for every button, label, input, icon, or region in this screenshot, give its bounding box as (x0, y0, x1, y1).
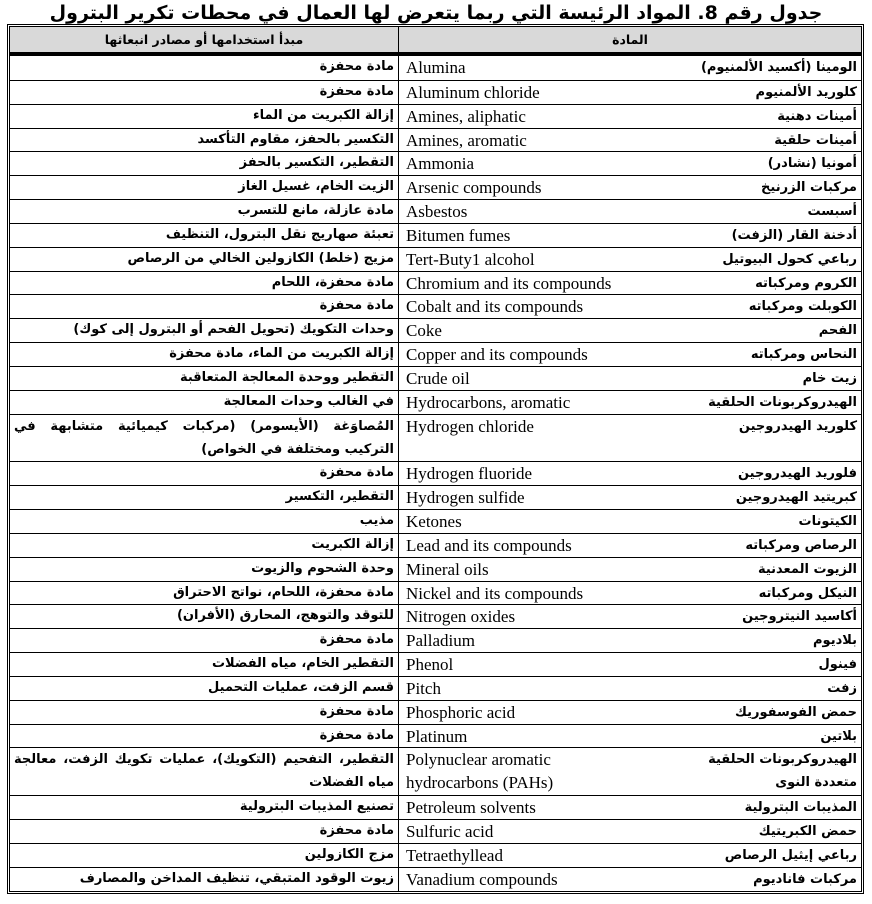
substance-arabic: أمينات دهنية (777, 108, 857, 124)
substance-english: Hydrogen fluoride (406, 464, 533, 484)
use-cell: التقطير، التفحيم (التكويك)، عمليات تكويك الزفت، معالجة مياه الفضلات (10, 748, 399, 795)
table-row (10, 151, 861, 175)
use-cell: مادة محفزة (10, 820, 399, 843)
substance-arabic: مركبات الزرنيخ (761, 180, 857, 196)
substance-cell (399, 868, 861, 891)
table-row (10, 342, 861, 366)
table-row (10, 247, 861, 271)
substance-arabic: الفحم (818, 323, 857, 339)
substance-english: Hydrogen sulfide (406, 488, 525, 508)
substance-arabic: المذيبات البترولية (744, 800, 857, 816)
substance-cell (399, 677, 861, 700)
header-use: مبدأ استخدامها أو مصادر انبعاثها (10, 27, 399, 52)
substance-cell (399, 462, 861, 485)
table-row (10, 843, 861, 867)
use-cell: الزيت الخام، غسيل الغاز (10, 176, 399, 199)
use-cell: التكسير بالحفز، مقاوم التأكسد (10, 129, 399, 152)
substance-cell (399, 200, 861, 223)
substance-cell (399, 820, 861, 843)
substance-arabic: مركبات فاناديوم (753, 871, 857, 887)
use-cell: مادة محفزة (10, 462, 399, 485)
substance-arabic: النحاس ومركباته (750, 347, 857, 363)
table-row (10, 271, 861, 295)
use-cell: مادة محفزة (10, 629, 399, 652)
use-cell: مذيب (10, 510, 399, 533)
substance-arabic: فينول (818, 657, 857, 673)
substance-cell (399, 272, 861, 295)
table-row (10, 628, 861, 652)
substance-arabic: بلاديوم (813, 633, 857, 649)
substance-arabic: الرصاص ومركباته (745, 537, 857, 553)
use-cell: المُصاوَغة (الأيسومر) (مركبات كيميائية متشابهة في التركيب ومختلفة في الخواص) (10, 415, 399, 462)
substance-english: Tert-Buty1 alcohol (406, 249, 535, 269)
substance-cell (399, 129, 861, 152)
use-cell: مادة محفزة (10, 56, 399, 80)
use-cell: مادة عازلة، مانع للتسرب (10, 200, 399, 223)
substance-cell (399, 224, 861, 247)
table-row (10, 652, 861, 676)
table-row (10, 747, 861, 795)
substance-arabic: حمض الكبريتيك (758, 824, 857, 839)
table-body (10, 56, 861, 891)
substance-english: Ammonia (406, 154, 474, 174)
table-row (10, 128, 861, 152)
substance-cell (399, 415, 861, 462)
substance-cell (399, 653, 861, 676)
use-cell: وحدات التكويك (تحويل الفحم أو البترول إلى كوك) (10, 319, 399, 342)
substance-english: Phenol (406, 655, 454, 675)
substance-arabic: أسبست (807, 204, 857, 220)
use-cell: مادة محفزة (10, 725, 399, 748)
substance-arabic: الومينا (أكسيد الألمنيوم) (700, 60, 857, 75)
substance-english: Nitrogen oxides (406, 607, 516, 627)
use-cell: مزج الكازولين (10, 844, 399, 867)
substance-arabic: رباعي كحول البيوتيل (722, 251, 857, 267)
table-row (10, 509, 861, 533)
use-cell: مادة محفزة، اللحام (10, 272, 399, 295)
substance-english: Vanadium compounds (406, 869, 558, 889)
substance-cell (399, 343, 861, 366)
use-cell: زيوت الوقود المتبقي، تنظيف المداخن والمصارف (10, 868, 399, 891)
substance-cell (399, 105, 861, 128)
substance-arabic: الزيوت المعدنية (757, 561, 857, 577)
substance-arabic: زفت (827, 680, 857, 696)
substance-cell (399, 56, 861, 80)
use-cell: مادة محفزة (10, 81, 399, 104)
substance-arabic: النيكل ومركباته (758, 585, 857, 601)
substance-english: Chromium and its compounds (406, 273, 612, 293)
use-cell: مادة محفزة، اللحام، نواتج الاحتراق (10, 582, 399, 605)
substance-english: Hydrocarbons, aromatic (406, 392, 571, 412)
substance-arabic: رباعي إيثيل الرصاص (724, 847, 857, 863)
use-cell: التقطير، التكسير بالحفز (10, 152, 399, 175)
substance-cell (399, 152, 861, 175)
substance-english: Arsenic compounds (406, 178, 542, 198)
table-row (10, 223, 861, 247)
substance-arabic: كلوريد الألمنيوم (755, 84, 857, 100)
substance-arabic: الهيدروكربونات الحلقية متعددة النوى (708, 752, 857, 791)
substance-english: Sulfuric acid (406, 822, 494, 841)
substance-arabic: زيت خام (802, 370, 857, 386)
substance-english: Cobalt and its compounds (406, 297, 584, 317)
use-cell: إزالة الكبريت من الماء، مادة محفزة (10, 343, 399, 366)
table-row (10, 581, 861, 605)
substance-arabic: بلاتين (820, 728, 857, 744)
substance-cell (399, 796, 861, 819)
substance-arabic: كلوريد الهيدروجين (738, 418, 857, 434)
substance-english: Nickel and its compounds (406, 583, 584, 603)
substance-english: Amines, aromatic (406, 130, 527, 150)
use-cell: وحدة الشحوم والزيوت (10, 558, 399, 581)
substance-arabic: كبريتيد الهيدروجين (735, 490, 857, 506)
table-row (10, 199, 861, 223)
substance-english: Amines, aliphatic (406, 106, 526, 126)
use-cell: مزيج (خلط) الكازولين الخالي من الرصاص (10, 248, 399, 271)
substance-cell (399, 81, 861, 104)
use-cell: للتوقد والتوهج، المحارق (الأفران) (10, 605, 399, 628)
substance-english: Phosphoric acid (406, 702, 516, 722)
table-row (10, 366, 861, 390)
use-cell: في الغالب وحدات المعالجة (10, 391, 399, 414)
substance-english: Pitch (406, 678, 441, 698)
substance-english: Copper and its compounds (406, 345, 588, 365)
substances-table (7, 24, 864, 894)
substance-cell (399, 295, 861, 318)
substance-cell (399, 748, 861, 795)
table-row (10, 390, 861, 414)
substance-english: Palladium (406, 631, 475, 651)
substance-arabic: أكاسيد النيتروجين (742, 609, 857, 625)
substance-arabic: حمض الفوسفوريك (735, 704, 857, 720)
substance-cell (399, 605, 861, 628)
substance-cell (399, 629, 861, 652)
substance-cell (399, 248, 861, 271)
substance-english: Petroleum solvents (406, 798, 536, 818)
substance-cell (399, 510, 861, 533)
substance-cell (399, 176, 861, 199)
header-substance: المادة (612, 32, 648, 47)
table-row (10, 819, 861, 843)
substance-arabic: أمونيا (نشادر) (767, 156, 857, 172)
substance-arabic: فلوريد الهيدروجين (737, 466, 857, 482)
substance-cell (399, 725, 861, 748)
table-title: جدول رقم 8. المواد الرئيسة التي ربما يتعرض لها العمال في محطات تكرير البترول (49, 2, 823, 24)
table-row (10, 104, 861, 128)
substance-cell (399, 844, 861, 867)
table-row (10, 56, 861, 80)
substance-cell (399, 558, 861, 581)
substance-english: Alumina (406, 58, 466, 77)
use-cell: قسم الزفت، عمليات التحميل (10, 677, 399, 700)
substance-cell (399, 582, 861, 605)
substance-cell (399, 319, 861, 342)
table-row (10, 700, 861, 724)
table-row (10, 461, 861, 485)
substance-english: Lead and its compounds (406, 535, 572, 555)
substance-arabic: الهيدروكربونات الحلقية (708, 394, 857, 410)
table-row (10, 175, 861, 199)
use-cell: إزالة الكبريت من الماء (10, 105, 399, 128)
substance-english: Platinum (406, 726, 468, 746)
table-row (10, 795, 861, 819)
use-cell: إزالة الكبريت (10, 534, 399, 557)
substance-english: Asbestos (406, 202, 468, 222)
use-cell: مادة محفزة (10, 295, 399, 318)
table-row (10, 867, 861, 891)
table-row (10, 604, 861, 628)
substance-english: Ketones (406, 512, 462, 532)
table-row (10, 318, 861, 342)
substance-arabic: الكروم ومركباته (755, 275, 857, 291)
substance-english: Mineral oils (406, 559, 489, 579)
substance-english: Tetraethyllead (406, 845, 503, 865)
substance-cell (399, 701, 861, 724)
substance-cell (399, 391, 861, 414)
substance-cell (399, 367, 861, 390)
substance-english: Bitumen fumes (406, 225, 511, 245)
substance-english: Hydrogen chloride (406, 416, 534, 436)
substance-arabic: أمينات حلقية (774, 132, 857, 148)
table-row (10, 294, 861, 318)
use-cell: التقطير، التكسير (10, 486, 399, 509)
table-row (10, 724, 861, 748)
substance-arabic: أدخنة القار (الزفت) (731, 227, 857, 243)
substance-english: Polynuclear aromatic hydrocarbons (PAHs) (406, 750, 554, 793)
table-row (10, 676, 861, 700)
substance-cell (399, 486, 861, 509)
use-cell: تعبئة صهاريج نقل البترول، التنظيف (10, 224, 399, 247)
substance-arabic: الكيتونات (798, 514, 857, 530)
substance-english: Crude oil (406, 368, 470, 388)
use-cell: التقطير الخام، مياه الفضلات (10, 653, 399, 676)
table-header (10, 27, 861, 56)
table-row (10, 485, 861, 509)
table-row (10, 80, 861, 104)
use-cell: مادة محفزة (10, 701, 399, 724)
substance-cell (399, 534, 861, 557)
table-row (10, 414, 861, 462)
substance-english: Coke (406, 321, 442, 341)
table-row (10, 557, 861, 581)
use-cell: تصنيع المذيبات البترولية (10, 796, 399, 819)
substance-arabic: الكوبلت ومركباته (748, 299, 857, 315)
table-row (10, 533, 861, 557)
use-cell: التقطير ووحدة المعالجة المتعاقبة (10, 367, 399, 390)
substance-english: Aluminum chloride (406, 82, 540, 102)
